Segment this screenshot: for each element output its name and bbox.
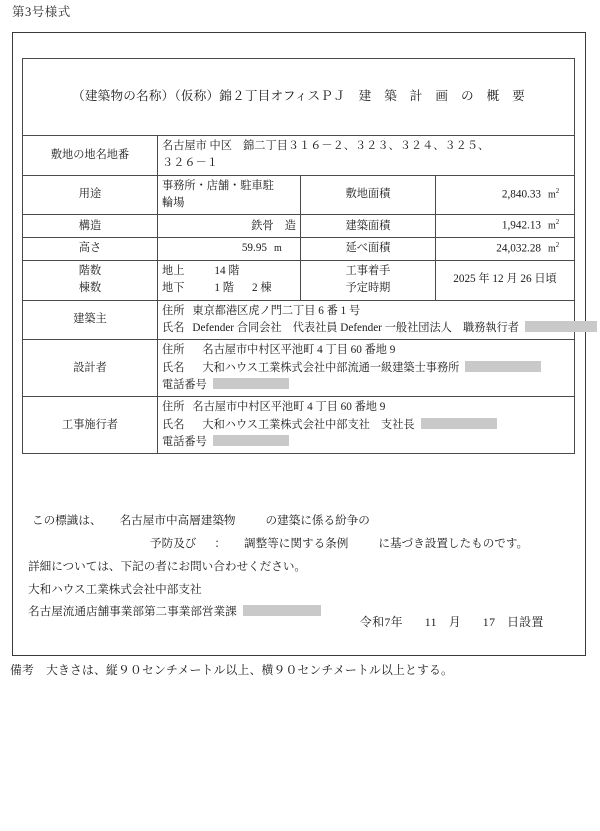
designer-label: 設計者 (23, 340, 158, 397)
construction-start-value: 2025 年 12 月 26 日頃 (436, 260, 575, 300)
legal-notice-line1-b: 名古屋市中高層建築物 (119, 514, 236, 527)
total-floor-area-unit: $m^2$ (548, 241, 560, 255)
legal-notice-line1-a: この標識は、 (32, 514, 102, 527)
building-area-unit: $m^2$ (548, 218, 560, 232)
designer-phone-key: 電話番号 (162, 378, 207, 391)
designer-phone-line (162, 377, 570, 394)
floors-buildings-label (23, 260, 158, 300)
builder-address-line (162, 399, 570, 416)
table-row-structure-and-building-area (23, 215, 575, 238)
owner-address-line (162, 303, 570, 320)
height-number: 59.95 (241, 242, 267, 255)
structure-label: 構造 (23, 215, 158, 238)
builder-address-value: 名古屋市中村区平池町 4 丁目 60 番地 9 (192, 401, 386, 414)
blank-bottom-area (0, 690, 600, 831)
remark-text: 備考 大きさは、縦９０センチメートル以上、横９０センチメートル以上とする。 (10, 663, 453, 677)
plan-title: （建築物の名称）（仮称）錦２丁目オフィスＰＪ 建 築 計 画 の 概 要 (23, 59, 575, 136)
table-row-owner (23, 300, 575, 340)
designer-name-redaction (465, 361, 541, 372)
construction-start-label-line-1: 工事着手 (345, 264, 391, 277)
table-row-use-and-site-area (23, 175, 575, 215)
building-area-number: 1,942.13 (501, 219, 542, 232)
total-floor-area-value (436, 238, 575, 261)
site-address-line-2: ３２６－１ (162, 157, 218, 170)
builder-name-redaction (421, 418, 497, 429)
use-line-1: 事務所・店舗・駐車駐 (162, 179, 274, 192)
installation-era-year: 令和7年 (360, 615, 403, 629)
installation-date (360, 613, 544, 630)
buildings-value: 2 棟 (251, 282, 272, 295)
site-address-value (158, 136, 575, 176)
designer-phone-redaction (213, 378, 289, 389)
use-line-2: 輪場 (162, 197, 185, 210)
construction-start-label-line-2: 予定時期 (345, 282, 391, 295)
floors-label: 階数 (78, 264, 102, 277)
designer-name-line (162, 360, 570, 377)
installation-month-value: 11 (424, 615, 437, 629)
site-area-number: 2,840.33 (501, 188, 542, 201)
use-value (158, 175, 301, 215)
height-unit: m (274, 243, 282, 255)
builder-phone-line (162, 434, 570, 451)
owner-name-key: 氏名 (162, 321, 185, 334)
contact-person-redaction (243, 605, 321, 616)
site-address-line-1: 名古屋市 中区 錦二丁目３１６－２、３２３、３２４、３２５、 (162, 140, 490, 152)
floors-below-label: 地下 (162, 282, 185, 295)
owner-address-key: 住所 (162, 304, 185, 317)
floors-below-value: 1 階 (214, 282, 234, 295)
building-area-label: 建築面積 (301, 215, 436, 238)
owner-name-value: Defender 合同会社 代表社員 Defender 一般社団法人 職務執行者 (192, 321, 519, 334)
contact-company: 大和ハウス工業株式会社中部支社 (28, 582, 202, 596)
designer-details (158, 340, 575, 397)
floors-above-line (162, 263, 296, 280)
owner-address-value: 東京都港区虎ノ門二丁目 6 番 1 号 (192, 304, 361, 317)
builder-name-line (162, 417, 570, 434)
table-row-floors-and-construction-start (23, 260, 575, 300)
designer-name-key: 氏名 (162, 361, 185, 374)
total-floor-area-number: 24,032.28 (496, 242, 542, 255)
height-label: 高さ (23, 238, 158, 261)
builder-details (158, 397, 575, 454)
legal-notice-line1-c: の建築に係る紛争の (265, 514, 370, 527)
floors-below-line (162, 280, 296, 297)
designer-address-key: 住所 (162, 344, 185, 357)
table-row-height-and-total-floor-area (23, 238, 575, 261)
construction-start-label (301, 260, 436, 300)
builder-phone-redaction (213, 435, 289, 446)
buildings-label: 棟数 (78, 282, 102, 295)
legal-notice-text (32, 510, 562, 555)
contact-instruction: 詳細については、下記の者にお問い合わせください。 (28, 560, 307, 573)
owner-label: 建築主 (23, 300, 158, 340)
builder-address-key: 住所 (162, 401, 185, 414)
installation-day-label: 日設置 (507, 615, 544, 629)
site-address-label: 敷地の地名地番 (23, 136, 158, 176)
legal-notice-line2-a: 予防及び (150, 536, 197, 550)
site-area-label: 敷地面積 (301, 175, 436, 215)
installation-day-value: 17 (482, 615, 496, 629)
owner-name-redaction (525, 321, 597, 332)
height-value (158, 238, 301, 261)
total-floor-area-label: 延べ面積 (301, 238, 436, 261)
builder-name-key: 氏名 (162, 418, 185, 431)
designer-address-line (162, 342, 570, 359)
floors-above-label: 地上 (162, 264, 185, 277)
legal-notice-line2-c: 調整等に関する条例 (244, 536, 349, 550)
legal-notice-line-1 (32, 510, 562, 533)
owner-details (158, 300, 575, 340)
builder-name-value: 大和ハウス工業株式会社中部支社 支社長 (202, 418, 415, 431)
legal-notice-line-2 (32, 533, 562, 556)
use-label: 用途 (23, 175, 158, 215)
designer-address-value: 名古屋市中村区平池町 4 丁目 60 番地 9 (202, 344, 396, 357)
table-row-site-address (23, 136, 575, 176)
structure-value: 鉄骨 造 (158, 215, 301, 238)
form-number-label: 第3号様式 (12, 5, 71, 19)
builder-label: 工事施行者 (23, 397, 158, 454)
legal-notice-line2-b: ： (214, 536, 226, 550)
owner-name-line (162, 320, 570, 337)
building-area-value (436, 215, 575, 238)
table-row-builder (23, 397, 575, 454)
builder-phone-key: 電話番号 (162, 436, 207, 449)
table-row-title (23, 59, 575, 136)
floors-buildings-value (158, 260, 301, 300)
building-plan-summary-table (22, 58, 575, 454)
site-area-unit: $m^2$ (548, 187, 560, 201)
designer-name-value: 大和ハウス工業株式会社中部流通一級建築士事務所 (202, 361, 460, 374)
contact-department: 名古屋流通店舗事業部第二事業部営業課 (28, 605, 237, 619)
installation-month-label: 月 (448, 615, 462, 629)
floors-above-value: 14 階 (214, 264, 240, 277)
table-row-designer (23, 340, 575, 397)
site-area-value (436, 175, 575, 215)
legal-notice-line2-d: に基づき設置したものです。 (378, 536, 529, 550)
